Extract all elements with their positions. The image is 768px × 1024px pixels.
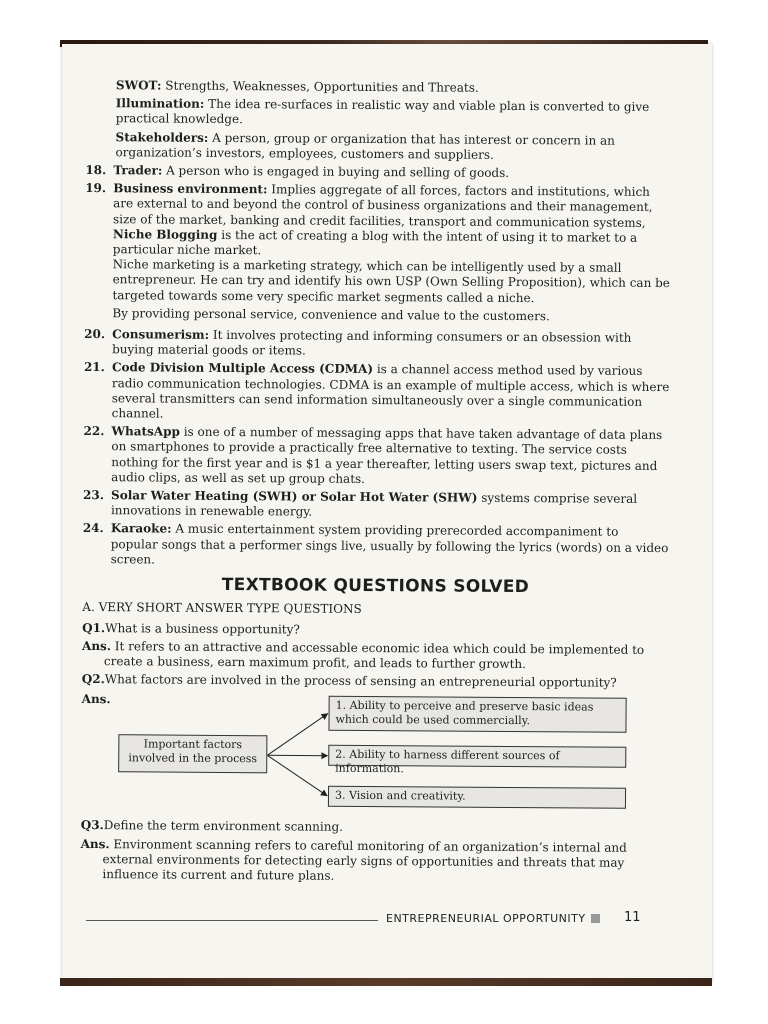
definition: It involves protecting and informing consumers or an obsession with buying material goods or items. <box>112 327 632 358</box>
term: Business environment: <box>113 181 268 197</box>
definition: is one of a number of messaging apps that have taken advantage of data plans on smartphones to provide a practically free alternative to texting. The service costs nothing for the first year and is $1 a year thereafter, letting users swap text, pictures and audio clips, as well as set up group chats. <box>111 424 663 486</box>
item-number: 24. <box>82 521 104 536</box>
page-content <box>80 78 672 889</box>
swot-entry <box>86 78 672 97</box>
item-21 <box>84 360 670 425</box>
question-1 <box>82 620 668 639</box>
term: Stakeholders: <box>115 129 209 145</box>
definition: A person who is engaged in buying and selling of goods. <box>162 163 510 180</box>
source-box: Important factors involved in the process <box>118 735 267 774</box>
term: SWOT: <box>115 78 162 93</box>
answer-text: It refers to an attractive and accessable economic idea which could be implemented to create a business, earn maximum profit, and leads to further growth. <box>103 638 645 671</box>
definition: Implies aggregate of all forces, factors and institutions, which are external to and beyond the control of business organizations and their management, size of the market, banking and credit facilities, transport and communication systems, <box>112 182 653 230</box>
term: Illumination: <box>115 96 205 112</box>
item-number: 18. <box>85 163 107 178</box>
definition: A person, group or organization that has interest or concern in an organization’s investors, employees, customers and suppliers. <box>115 130 616 162</box>
item-19 <box>84 181 671 328</box>
question-text: What is a business opportunity? <box>105 620 300 637</box>
answer-3 <box>80 836 666 886</box>
stakeholders-entry <box>85 130 671 164</box>
item-18 <box>85 163 671 182</box>
item-24 <box>83 521 669 571</box>
item-20 <box>84 327 670 361</box>
bottom-edge-shadow <box>60 978 712 986</box>
item-number: 19. <box>85 181 107 196</box>
factors-diagram <box>81 690 668 816</box>
item-number: 22. <box>83 424 105 439</box>
question-text: Define the term environment scanning. <box>103 818 344 835</box>
section-heading: TEXTBOOK QUESTIONS SOLVED <box>221 575 530 598</box>
term: WhatsApp <box>111 424 180 439</box>
answer-1 <box>82 639 668 673</box>
footer-square-icon <box>591 914 600 923</box>
term: Trader: <box>113 163 163 178</box>
definition: systems comprise several innovations in renewable energy. <box>110 490 638 519</box>
term: Consumerism: <box>112 327 210 342</box>
page-number: 11 <box>624 910 641 925</box>
answer-label: Ans. <box>81 638 112 653</box>
definition: is the act of creating a blog with the intent of using it to market to a particular niche market. <box>112 227 638 258</box>
arrow-to-item-1 <box>267 714 327 756</box>
item-number: 23. <box>83 488 105 503</box>
illumination-entry <box>86 96 672 130</box>
term: Niche Blogging <box>112 227 218 242</box>
question-text: What factors are involved in the process of sensing an entrepreneurial opportunity? <box>104 672 617 690</box>
factor-box-3: 3. Vision and creativity. <box>328 786 626 809</box>
item-number: 21. <box>83 360 105 375</box>
definition: Strengths, Weaknesses, Opportunities and Threats. <box>161 78 479 95</box>
item-number: 20. <box>84 327 106 342</box>
term: Karaoke: <box>110 521 172 537</box>
item-22 <box>83 424 669 489</box>
question-label: Q3. <box>80 818 104 833</box>
niche-marketing-paragraph: Niche marketing is a marketing strategy, which can be intelligently used by a small entrepreneur. He can try and identify his own USP (Own Selling Proposition), which can be targeted towards some very specific market segments called a niche. <box>112 257 670 305</box>
page-footer <box>86 910 674 930</box>
subsection-heading: A. VERY SHORT ANSWER TYPE QUESTIONS <box>82 600 362 617</box>
answer-label: Ans. <box>80 836 110 851</box>
definition: is a channel access method used by various radio communication technologies. CDMA is an example of multiple access, which is where several transmitters can send information simultaneously over a single communication channel. <box>111 362 670 421</box>
definition: A music entertainment system providing prerecorded accompaniment to popular songs that a performer sings live, usually by following the lyrics (words) on a video screen. <box>110 522 669 567</box>
term: Code Division Multiple Access (CDMA) <box>111 360 374 377</box>
chapter-title: ENTREPRENEURIAL OPPORTUNITY <box>386 912 586 925</box>
term: Solar Water Heating (SWH) or Solar Hot Water (SHW) <box>111 488 478 505</box>
question-label: Q1. <box>82 620 106 635</box>
factor-box-1: 1. Ability to perceive and preserve basic ideas which could be used commercially. <box>328 696 626 733</box>
book-page <box>62 44 712 982</box>
question-label: Q2. <box>81 672 105 687</box>
answer-text: Environment scanning refers to careful monitoring of an organization’s internal and external environments for detecting early signs of opportunities and threats that may influence its current and future plans. <box>102 836 627 883</box>
factor-box-2: 2. Ability to harness different sources of information. <box>328 745 626 768</box>
footer-rule <box>86 920 378 921</box>
arrow-to-item-3 <box>267 756 327 796</box>
item-23 <box>83 488 669 522</box>
question-3 <box>81 818 667 837</box>
definition: The idea re-surfaces in realistic way and viable plan is converted to give practical knowledge. <box>115 97 650 127</box>
answer-label: Ans. <box>81 692 111 707</box>
personal-service-paragraph: By providing personal service, convenience and value to the customers. <box>112 306 550 324</box>
question-2 <box>82 672 668 691</box>
